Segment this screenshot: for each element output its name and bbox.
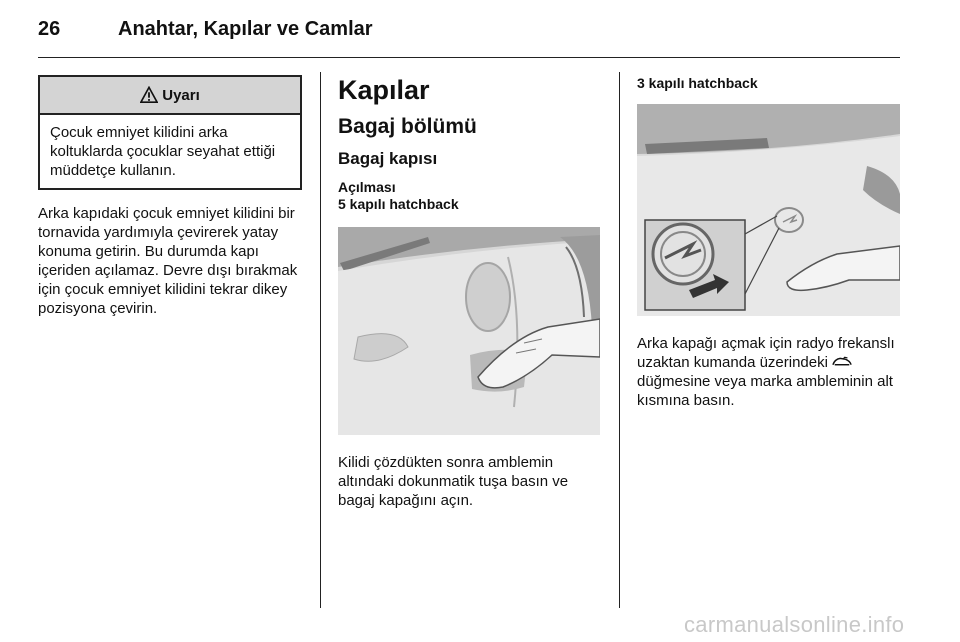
opening-heading: Açılması: [338, 179, 396, 195]
page-number: 26: [38, 18, 61, 40]
warning-text: Çocuk emniyet kilidini arka koltuklarda çocuklar seyahat ettiği müddetçe kullanın.: [50, 124, 276, 179]
middle-column: [338, 75, 600, 510]
topic-heading: Bagaj kapısı: [338, 149, 438, 168]
car-tailgate-icon: [832, 356, 852, 368]
variant-heading-3-door: 3 kapılı hatchback: [637, 75, 758, 91]
column-divider-right: [619, 72, 620, 608]
left-column: [38, 75, 302, 318]
column-divider-left: [320, 72, 321, 608]
warning-title: Uyarı: [162, 86, 200, 104]
tailgate-5-door-drawing: [338, 227, 600, 435]
page-header: [38, 18, 900, 58]
caption-5-door: Kilidi çözdükten sonra amblemin altındaki dokunmatik tuşa basın ve bagaj kapağını açın.: [338, 454, 569, 509]
tailgate-illustration-5-door: [338, 227, 600, 435]
watermark: carmanualsonline.info: [684, 612, 905, 637]
warning-box: [38, 75, 302, 190]
header-title: Anahtar, Kapılar ve Camlar: [118, 18, 373, 40]
warning-triangle-icon: [140, 86, 158, 104]
subsection-heading: Bagaj bölümü: [338, 115, 477, 138]
tailgate-3-door-drawing: [637, 104, 900, 316]
tailgate-illustration-3-door: [637, 104, 900, 316]
child-lock-paragraph: Arka kapıdaki çocuk emniyet kilidini bir tornavida yardımıyla çevirerek yatay konuma getirin. Bu durumda kapı içeriden açılamaz. Devre dışı bırakmak için çocuk emniyet kilidini tekrar dikey pozisyona çevirin.: [38, 205, 298, 317]
section-heading: Kapılar: [338, 75, 430, 105]
caption-3-door-before-icon: Arka kapağı açmak için radyo frekanslı uzaktan kumanda üzerindeki: [637, 335, 895, 371]
caption-3-door: [637, 334, 900, 410]
right-column: [637, 75, 900, 410]
variant-heading-5-door: 5 kapılı hatchback: [338, 196, 459, 212]
warning-header: [40, 77, 300, 115]
caption-3-door-after-icon: düğmesine veya marka ambleminin alt kısmına basın.: [637, 373, 893, 409]
